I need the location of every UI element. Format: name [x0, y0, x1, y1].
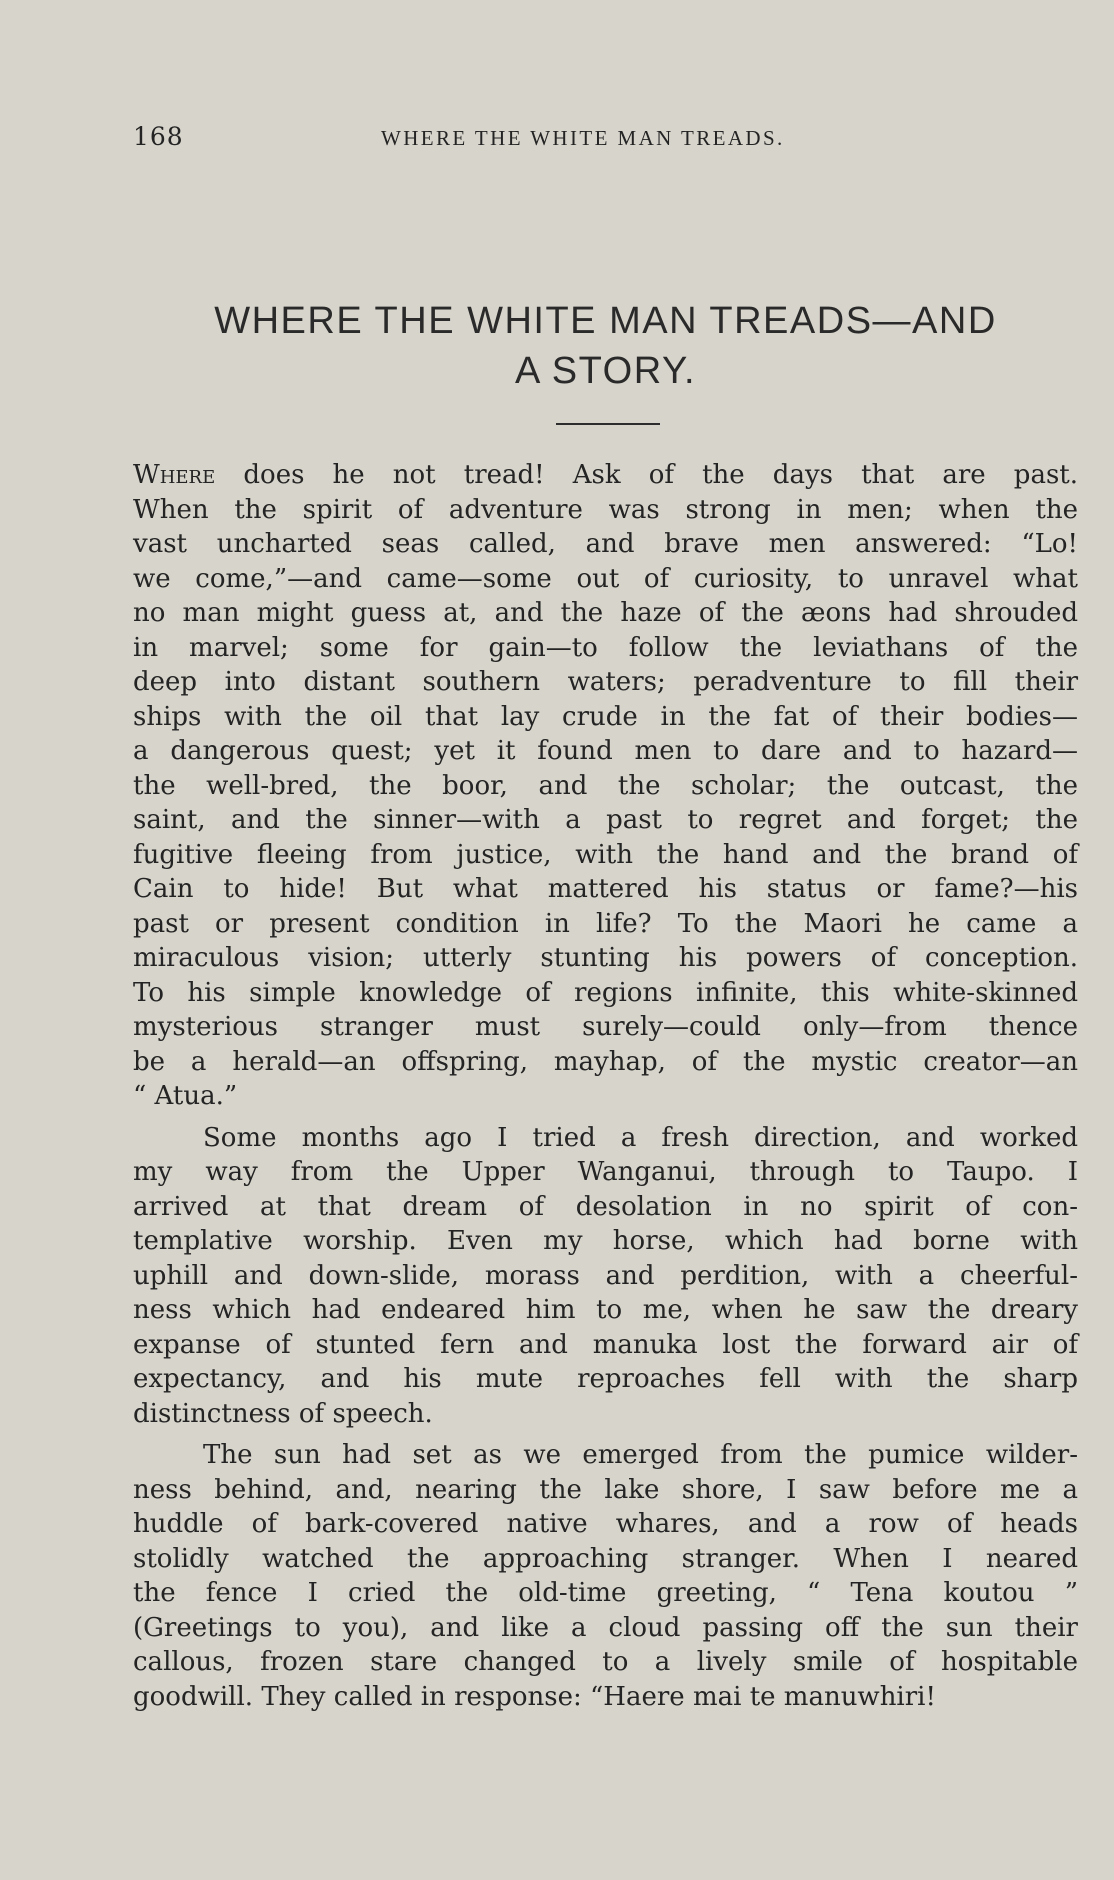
- title-rule: [556, 423, 660, 425]
- text-line: Where does he not tread! Ask of the days that are past.: [133, 460, 1079, 490]
- chapter-title-line-2: A STORY.: [515, 350, 696, 392]
- text-line: ness behind, and, nearing the lake shore, I saw before me a: [133, 1474, 1078, 1505]
- text-line: ness which had endeared him to me, when he saw the dreary: [133, 1295, 1078, 1325]
- text-line: saint, and the sinner—with a past to regret and forget; the: [133, 805, 1078, 835]
- text-line: arrived at that dream of desolation in no spirit of con-: [133, 1191, 1078, 1222]
- text-line: distinctness of speech.: [133, 1398, 433, 1429]
- text-line: templative worship. Even my horse, which had borne with: [133, 1226, 1078, 1256]
- text-line: (Greetings to you), and like a cloud passing off the sun their: [133, 1612, 1078, 1643]
- text-line: Some months ago I tried a fresh direction, and worked: [203, 1122, 1078, 1153]
- running-title: WHERE THE WHITE MAN TREADS.: [381, 126, 785, 150]
- text-line: stolidly watched the approaching stranger. When I neared: [133, 1543, 1078, 1574]
- text-line: vast uncharted seas called, and brave men answered: “Lo!: [133, 529, 1078, 559]
- text-line: To his simple knowledge of regions infinite, this white-skinned: [133, 977, 1078, 1008]
- text-line: in marvel; some for gain—to follow the leviathans of the: [133, 632, 1078, 663]
- text-line: the well-bred, the boor, and the scholar; the outcast, the: [133, 770, 1078, 801]
- text-line: be a herald—an offspring, mayhap, of the mystic creator—an: [133, 1046, 1078, 1077]
- text-line: mysterious stranger must surely—could only—from thence: [133, 1012, 1078, 1042]
- text-line: the fence I cried the old-time greeting, “ Tena koutou ”: [133, 1578, 1078, 1608]
- body-text: [133, 458, 1078, 1714]
- lead-word: Where: [133, 460, 216, 490]
- text-line: fugitive fleeing from justice, with the hand and the brand of: [133, 839, 1078, 870]
- text-line: huddle of bark-covered native whares, and a row of heads: [133, 1509, 1078, 1539]
- chapter-title: [133, 296, 1078, 396]
- text-line: “ Atua.”: [133, 1081, 238, 1111]
- text-line: When the spirit of adventure was strong in men; when the: [133, 494, 1078, 525]
- text-line: uphill and down-slide, morass and perdition, with a cheerful-: [133, 1260, 1078, 1291]
- running-head: [133, 122, 1078, 162]
- text-line: The sun had set as we emerged from the pumice wilder-: [203, 1440, 1078, 1470]
- text-line: expanse of stunted fern and manuka lost the forward air of: [133, 1329, 1078, 1360]
- page-number: 168: [133, 122, 184, 151]
- text-line: no man might guess at, and the haze of the æons had shrouded: [133, 598, 1078, 628]
- text-line: goodwill. They called in response: “Haere mai te manuwhiri!: [133, 1681, 936, 1712]
- text-line: callous, frozen stare changed to a lively smile of hospitable: [133, 1647, 1078, 1677]
- text-line: my way from the Upper Wanganui, through to Taupo. I: [133, 1157, 1078, 1187]
- text-line: Cain to hide! But what mattered his status or fame?—his: [133, 874, 1078, 904]
- text-line: miraculous vision; utterly stunting his powers of conception.: [133, 943, 1078, 973]
- text-line: ships with the oil that lay crude in the fat of their bodies—: [133, 701, 1078, 732]
- text-line: we come,”—and came—some out of curiosity, to unravel what: [133, 563, 1078, 594]
- text-line: expectancy, and his mute reproaches fell with the sharp: [133, 1364, 1078, 1394]
- chapter-title-line-1: WHERE THE WHITE MAN TREADS—AND: [214, 300, 997, 342]
- text-line: past or present condition in life? To the Maori he came a: [133, 908, 1078, 939]
- text-line: deep into distant southern waters; peradventure to fill their: [133, 667, 1078, 697]
- text-line: a dangerous quest; yet it found men to dare and to hazard—: [133, 736, 1078, 766]
